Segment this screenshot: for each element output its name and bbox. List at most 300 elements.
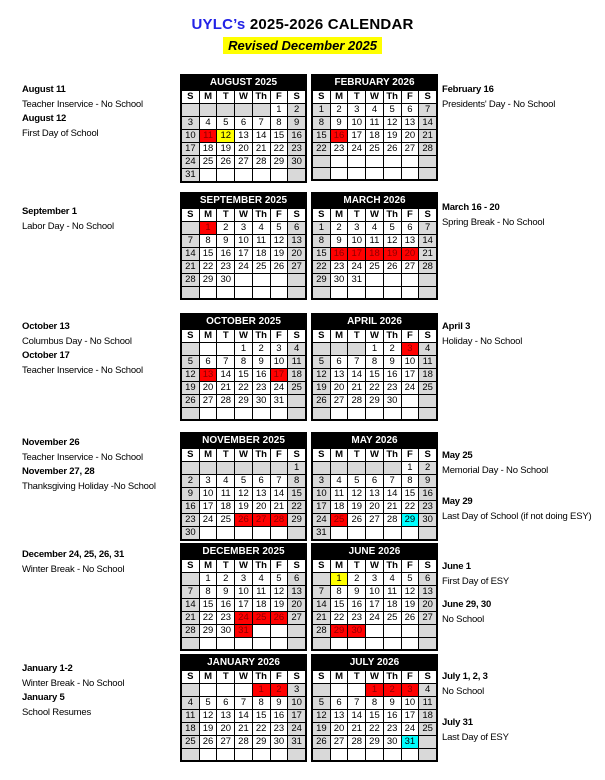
day-cell: 6 bbox=[366, 475, 384, 488]
day-cell: 1 bbox=[366, 684, 384, 697]
day-cell: 2 bbox=[383, 343, 401, 356]
day-cell: 15 bbox=[366, 710, 384, 723]
day-cell: 24 bbox=[401, 382, 419, 395]
day-cell: 25 bbox=[217, 514, 235, 527]
day-cell: 21 bbox=[270, 501, 288, 514]
day-cell: 19 bbox=[313, 382, 331, 395]
day-cell: 16 bbox=[288, 130, 306, 143]
day-cell: 14 bbox=[235, 710, 253, 723]
weekday-header: M bbox=[199, 209, 217, 222]
day-cell bbox=[199, 104, 217, 117]
day-cell: 20 bbox=[288, 248, 306, 261]
note-date: December 24, 25, 26, 31 bbox=[22, 549, 125, 560]
day-cell: 15 bbox=[401, 488, 419, 501]
day-cell bbox=[419, 395, 437, 408]
weekday-header: M bbox=[330, 560, 348, 573]
day-cell bbox=[330, 684, 348, 697]
day-cell bbox=[383, 625, 401, 638]
day-cell: 13 bbox=[419, 586, 437, 599]
day-cell: 10 bbox=[348, 117, 366, 130]
month-grid bbox=[312, 329, 437, 420]
weekday-header: F bbox=[270, 209, 288, 222]
day-cell: 15 bbox=[366, 369, 384, 382]
weekday-header: M bbox=[199, 91, 217, 104]
day-cell: 25 bbox=[366, 143, 384, 156]
day-cell: 8 bbox=[252, 697, 270, 710]
weekday-header: W bbox=[366, 449, 384, 462]
day-cell bbox=[288, 638, 306, 650]
day-cell: 5 bbox=[217, 117, 235, 130]
weekday-header: F bbox=[270, 671, 288, 684]
day-cell: 15 bbox=[270, 130, 288, 143]
note-february bbox=[442, 83, 555, 112]
month-title: APRIL 2026 bbox=[312, 314, 437, 329]
day-cell bbox=[235, 638, 253, 650]
calendar-september-2025 bbox=[180, 192, 307, 300]
day-cell: 22 bbox=[199, 612, 217, 625]
day-cell: 15 bbox=[330, 599, 348, 612]
month-grid bbox=[181, 329, 306, 420]
note-july-1-2-3 bbox=[442, 670, 488, 699]
day-cell: 11 bbox=[366, 117, 384, 130]
day-cell bbox=[366, 749, 384, 761]
day-cell: 25 bbox=[199, 156, 217, 169]
day-cell: 12 bbox=[348, 488, 366, 501]
day-cell: 3 bbox=[270, 343, 288, 356]
day-cell: 20 bbox=[288, 599, 306, 612]
day-cell: 8 bbox=[288, 475, 306, 488]
day-cell: 9 bbox=[217, 586, 235, 599]
day-cell: 18 bbox=[419, 369, 437, 382]
day-cell bbox=[383, 749, 401, 761]
note-date: July 31 bbox=[442, 717, 473, 728]
day-cell: 29 bbox=[199, 274, 217, 287]
weekday-header: M bbox=[199, 449, 217, 462]
day-cell: 2 bbox=[288, 104, 306, 117]
day-cell: 2 bbox=[217, 573, 235, 586]
day-cell bbox=[252, 527, 270, 540]
day-cell: 28 bbox=[252, 156, 270, 169]
day-cell bbox=[383, 287, 401, 299]
day-cell: 17 bbox=[270, 369, 288, 382]
weekday-header: S bbox=[313, 671, 331, 684]
day-cell bbox=[182, 222, 200, 235]
day-cell bbox=[383, 527, 401, 540]
day-cell: 21 bbox=[383, 501, 401, 514]
day-cell: 19 bbox=[270, 599, 288, 612]
calendar-june-2026 bbox=[311, 543, 438, 651]
day-cell: 18 bbox=[419, 710, 437, 723]
weekday-header: M bbox=[330, 449, 348, 462]
weekday-header: S bbox=[288, 449, 306, 462]
day-cell bbox=[252, 625, 270, 638]
day-cell: 27 bbox=[252, 514, 270, 527]
day-cell bbox=[252, 104, 270, 117]
day-cell: 12 bbox=[270, 235, 288, 248]
day-cell: 1 bbox=[235, 343, 253, 356]
weekday-header: F bbox=[270, 330, 288, 343]
day-cell bbox=[366, 638, 384, 650]
day-cell: 5 bbox=[383, 222, 401, 235]
day-cell: 30 bbox=[217, 625, 235, 638]
day-cell: 5 bbox=[270, 222, 288, 235]
day-cell bbox=[217, 638, 235, 650]
weekday-header: Th bbox=[383, 449, 401, 462]
day-cell bbox=[199, 169, 217, 182]
day-cell: 17 bbox=[199, 501, 217, 514]
day-cell bbox=[383, 168, 401, 180]
day-cell bbox=[199, 684, 217, 697]
weekday-header: T bbox=[217, 330, 235, 343]
day-cell: 4 bbox=[217, 475, 235, 488]
day-cell bbox=[235, 684, 253, 697]
day-cell bbox=[419, 287, 437, 299]
day-cell: 10 bbox=[313, 488, 331, 501]
note-desc: Teacher Inservice - No School bbox=[22, 451, 143, 463]
weekday-header: W bbox=[235, 449, 253, 462]
weekday-header: S bbox=[182, 449, 200, 462]
day-cell: 2 bbox=[270, 684, 288, 697]
note-desc: First Day of School bbox=[22, 127, 99, 139]
note-august bbox=[22, 83, 143, 141]
weekday-header: S bbox=[182, 91, 200, 104]
day-cell: 8 bbox=[330, 586, 348, 599]
day-cell: 22 bbox=[252, 723, 270, 736]
day-cell: 25 bbox=[366, 261, 384, 274]
day-cell bbox=[313, 287, 331, 299]
day-cell: 8 bbox=[313, 235, 331, 248]
weekday-header: S bbox=[313, 330, 331, 343]
day-cell bbox=[313, 156, 331, 168]
note-date: August 12 bbox=[22, 113, 67, 124]
day-cell: 24 bbox=[182, 156, 200, 169]
day-cell bbox=[217, 749, 235, 761]
day-cell bbox=[270, 462, 288, 475]
day-cell bbox=[217, 527, 235, 540]
day-cell: 1 bbox=[330, 573, 348, 586]
day-cell bbox=[252, 749, 270, 761]
day-cell: 30 bbox=[348, 625, 366, 638]
day-cell: 14 bbox=[348, 710, 366, 723]
day-cell bbox=[330, 638, 348, 650]
day-cell bbox=[199, 527, 217, 540]
day-cell: 14 bbox=[252, 130, 270, 143]
day-cell: 30 bbox=[419, 514, 437, 527]
day-cell: 14 bbox=[348, 369, 366, 382]
day-cell: 29 bbox=[288, 514, 306, 527]
note-date: November 26 bbox=[22, 437, 80, 448]
weekday-header: S bbox=[313, 209, 331, 222]
day-cell: 4 bbox=[419, 343, 437, 356]
month-title: JUNE 2026 bbox=[312, 544, 437, 559]
day-cell: 9 bbox=[419, 475, 437, 488]
weekday-header: W bbox=[366, 560, 384, 573]
day-cell: 5 bbox=[383, 104, 401, 117]
day-cell bbox=[313, 573, 331, 586]
day-cell bbox=[217, 169, 235, 182]
day-cell: 30 bbox=[182, 527, 200, 540]
day-cell bbox=[330, 343, 348, 356]
day-cell bbox=[217, 343, 235, 356]
day-cell: 28 bbox=[270, 514, 288, 527]
day-cell: 30 bbox=[383, 736, 401, 749]
day-cell bbox=[217, 408, 235, 420]
day-cell: 12 bbox=[235, 488, 253, 501]
day-cell: 20 bbox=[401, 130, 419, 143]
day-cell: 31 bbox=[348, 274, 366, 287]
day-cell: 22 bbox=[235, 382, 253, 395]
day-cell: 11 bbox=[288, 356, 306, 369]
weekday-header: W bbox=[235, 330, 253, 343]
note-date: October 13 bbox=[22, 321, 70, 332]
weekday-header: Th bbox=[252, 449, 270, 462]
day-cell: 8 bbox=[313, 117, 331, 130]
day-cell bbox=[182, 638, 200, 650]
weekday-header: T bbox=[348, 671, 366, 684]
day-cell: 28 bbox=[235, 736, 253, 749]
day-cell bbox=[182, 343, 200, 356]
day-cell: 18 bbox=[330, 501, 348, 514]
day-cell: 13 bbox=[401, 235, 419, 248]
day-cell bbox=[252, 274, 270, 287]
day-cell bbox=[366, 625, 384, 638]
day-cell: 6 bbox=[235, 117, 253, 130]
day-cell bbox=[383, 462, 401, 475]
day-cell: 10 bbox=[401, 356, 419, 369]
day-cell: 21 bbox=[313, 612, 331, 625]
weekday-header: F bbox=[401, 209, 419, 222]
page-title bbox=[0, 16, 605, 33]
day-cell bbox=[270, 169, 288, 182]
day-cell: 23 bbox=[383, 382, 401, 395]
note-desc: Columbus Day - No School bbox=[22, 335, 132, 347]
note-date: January 5 bbox=[22, 692, 65, 703]
day-cell: 19 bbox=[313, 723, 331, 736]
month-grid bbox=[312, 670, 437, 761]
day-cell: 22 bbox=[313, 143, 331, 156]
note-date: January 1-2 bbox=[22, 663, 73, 674]
day-cell bbox=[366, 156, 384, 168]
day-cell: 9 bbox=[217, 235, 235, 248]
day-cell: 26 bbox=[235, 514, 253, 527]
weekday-header: T bbox=[348, 209, 366, 222]
note-date: June 29, 30 bbox=[442, 599, 492, 610]
day-cell bbox=[330, 168, 348, 180]
day-cell bbox=[252, 287, 270, 299]
weekday-header: Th bbox=[383, 560, 401, 573]
calendar-january-2026 bbox=[180, 654, 307, 762]
day-cell: 11 bbox=[252, 586, 270, 599]
note-desc: Presidents' Day - No School bbox=[442, 98, 556, 110]
day-cell: 12 bbox=[217, 130, 235, 143]
weekday-header: W bbox=[235, 209, 253, 222]
day-cell: 11 bbox=[217, 488, 235, 501]
day-cell bbox=[288, 749, 306, 761]
month-grid bbox=[181, 208, 306, 299]
day-cell: 18 bbox=[383, 599, 401, 612]
day-cell: 24 bbox=[348, 261, 366, 274]
day-cell: 10 bbox=[348, 235, 366, 248]
day-cell: 6 bbox=[419, 573, 437, 586]
day-cell: 7 bbox=[419, 104, 437, 117]
day-cell: 26 bbox=[383, 143, 401, 156]
day-cell: 26 bbox=[401, 612, 419, 625]
note-desc: Memorial Day - No School bbox=[442, 464, 549, 476]
day-cell: 29 bbox=[235, 395, 253, 408]
weekday-header: T bbox=[348, 91, 366, 104]
day-cell: 8 bbox=[235, 356, 253, 369]
day-cell: 19 bbox=[401, 599, 419, 612]
day-cell: 1 bbox=[288, 462, 306, 475]
day-cell bbox=[330, 287, 348, 299]
note-date: May 29 bbox=[442, 496, 473, 507]
day-cell: 10 bbox=[182, 130, 200, 143]
day-cell bbox=[348, 527, 366, 540]
day-cell bbox=[270, 625, 288, 638]
day-cell: 13 bbox=[235, 130, 253, 143]
day-cell: 20 bbox=[252, 501, 270, 514]
day-cell bbox=[217, 684, 235, 697]
weekday-header: Th bbox=[383, 91, 401, 104]
note-desc: No School bbox=[442, 613, 485, 625]
day-cell: 20 bbox=[419, 599, 437, 612]
weekday-header: W bbox=[366, 330, 384, 343]
day-cell: 27 bbox=[330, 736, 348, 749]
day-cell bbox=[182, 104, 200, 117]
day-cell: 18 bbox=[199, 143, 217, 156]
day-cell bbox=[366, 462, 384, 475]
day-cell: 20 bbox=[330, 723, 348, 736]
day-cell bbox=[419, 625, 437, 638]
day-cell: 10 bbox=[401, 697, 419, 710]
month-title: JANUARY 2026 bbox=[181, 655, 306, 670]
org-name: UYLC’s bbox=[191, 16, 246, 33]
day-cell bbox=[235, 169, 253, 182]
weekday-header: T bbox=[217, 449, 235, 462]
calendar-october-2025 bbox=[180, 313, 307, 421]
day-cell: 16 bbox=[270, 710, 288, 723]
day-cell: 5 bbox=[199, 697, 217, 710]
day-cell: 26 bbox=[199, 736, 217, 749]
day-cell: 25 bbox=[252, 261, 270, 274]
weekday-header: Th bbox=[252, 91, 270, 104]
weekday-header: S bbox=[182, 209, 200, 222]
day-cell: 28 bbox=[217, 395, 235, 408]
day-cell: 7 bbox=[235, 697, 253, 710]
day-cell: 31 bbox=[288, 736, 306, 749]
weekday-header: T bbox=[217, 91, 235, 104]
day-cell: 28 bbox=[182, 625, 200, 638]
day-cell: 6 bbox=[288, 573, 306, 586]
day-cell bbox=[330, 462, 348, 475]
note-april bbox=[442, 320, 522, 349]
day-cell: 6 bbox=[330, 356, 348, 369]
day-cell bbox=[401, 287, 419, 299]
weekday-header: M bbox=[330, 91, 348, 104]
day-cell: 9 bbox=[270, 697, 288, 710]
day-cell: 8 bbox=[199, 586, 217, 599]
day-cell: 26 bbox=[182, 395, 200, 408]
day-cell bbox=[182, 573, 200, 586]
day-cell: 22 bbox=[288, 501, 306, 514]
day-cell: 16 bbox=[383, 369, 401, 382]
weekday-header: T bbox=[348, 330, 366, 343]
day-cell: 23 bbox=[288, 143, 306, 156]
month-grid bbox=[181, 448, 306, 540]
day-cell bbox=[235, 462, 253, 475]
day-cell: 28 bbox=[348, 736, 366, 749]
day-cell: 26 bbox=[270, 261, 288, 274]
day-cell: 16 bbox=[348, 599, 366, 612]
note-desc: Labor Day - No School bbox=[22, 220, 114, 232]
weekday-header: Th bbox=[252, 671, 270, 684]
day-cell: 5 bbox=[401, 573, 419, 586]
day-cell bbox=[348, 408, 366, 420]
day-cell bbox=[217, 287, 235, 299]
day-cell bbox=[288, 408, 306, 420]
day-cell: 23 bbox=[383, 723, 401, 736]
day-cell: 24 bbox=[199, 514, 217, 527]
weekday-header: S bbox=[182, 330, 200, 343]
weekday-header: W bbox=[235, 671, 253, 684]
calendar-march-2026 bbox=[311, 192, 438, 300]
day-cell bbox=[313, 343, 331, 356]
day-cell: 12 bbox=[313, 369, 331, 382]
day-cell bbox=[182, 462, 200, 475]
day-cell: 9 bbox=[330, 117, 348, 130]
day-cell: 20 bbox=[235, 143, 253, 156]
day-cell bbox=[252, 169, 270, 182]
day-cell: 9 bbox=[288, 117, 306, 130]
day-cell: 27 bbox=[419, 612, 437, 625]
day-cell: 30 bbox=[252, 395, 270, 408]
day-cell: 1 bbox=[199, 573, 217, 586]
day-cell: 24 bbox=[235, 261, 253, 274]
day-cell: 28 bbox=[313, 625, 331, 638]
weekday-header: T bbox=[348, 449, 366, 462]
day-cell bbox=[419, 527, 437, 540]
day-cell bbox=[313, 408, 331, 420]
day-cell: 28 bbox=[419, 261, 437, 274]
day-cell: 7 bbox=[348, 697, 366, 710]
day-cell bbox=[288, 274, 306, 287]
month-title: JULY 2026 bbox=[312, 655, 437, 670]
day-cell: 1 bbox=[313, 222, 331, 235]
weekday-header: T bbox=[217, 671, 235, 684]
day-cell: 26 bbox=[348, 514, 366, 527]
day-cell: 13 bbox=[199, 369, 217, 382]
day-cell bbox=[419, 274, 437, 287]
day-cell: 1 bbox=[199, 222, 217, 235]
weekday-header: Th bbox=[383, 671, 401, 684]
note-july-31 bbox=[442, 716, 509, 745]
day-cell bbox=[235, 408, 253, 420]
day-cell: 4 bbox=[252, 222, 270, 235]
day-cell bbox=[235, 104, 253, 117]
day-cell: 8 bbox=[270, 117, 288, 130]
month-title: OCTOBER 2025 bbox=[181, 314, 306, 329]
day-cell: 18 bbox=[252, 599, 270, 612]
day-cell bbox=[366, 527, 384, 540]
day-cell: 8 bbox=[366, 697, 384, 710]
weekday-header: Th bbox=[252, 209, 270, 222]
day-cell: 4 bbox=[182, 697, 200, 710]
day-cell: 16 bbox=[330, 248, 348, 261]
day-cell: 19 bbox=[348, 501, 366, 514]
day-cell: 21 bbox=[182, 612, 200, 625]
day-cell: 17 bbox=[313, 501, 331, 514]
day-cell: 7 bbox=[217, 356, 235, 369]
